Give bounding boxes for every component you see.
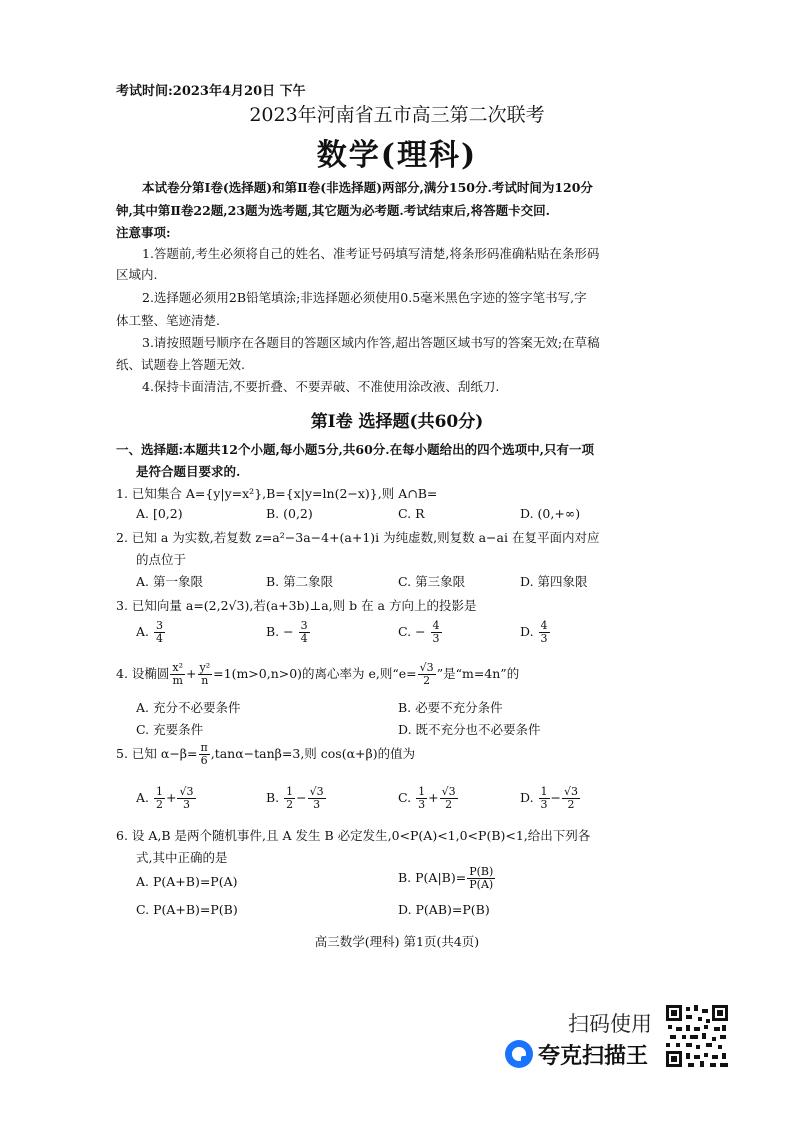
q1-option-c: C. R bbox=[398, 506, 425, 521]
q5-d-n1: 1 bbox=[540, 785, 548, 798]
q4-m: m bbox=[172, 674, 183, 687]
note-4: 4.保持卡面清洁,不要折叠、不要弄破、不准使用涂改液、刮纸刀. bbox=[142, 379, 500, 394]
q6-b-label: B. P(A|B)= bbox=[398, 870, 467, 885]
q4-n: n bbox=[201, 674, 209, 687]
q5-a-d2: 3 bbox=[182, 798, 190, 811]
q6-stem-2: 式,其中正确的是 bbox=[136, 850, 228, 865]
q4-option-b: B. 必要不充分条件 bbox=[398, 700, 503, 715]
q3-a-label: A. bbox=[136, 624, 150, 639]
scan-text: 扫码使用 bbox=[568, 1012, 652, 1036]
q5-option-c bbox=[398, 786, 459, 811]
note-1a: 1.答题前,考生必须将自己的姓名、准考证号码填写清楚,将条形码准确粘贴在条形码 bbox=[142, 246, 600, 261]
q1-option-b: B. (0,2) bbox=[266, 506, 313, 521]
q5-stem-b: ,tanα−tanβ=3,则 cos(α+β)的值为 bbox=[210, 746, 416, 761]
brand-logo-icon bbox=[505, 1040, 533, 1068]
note-1b: 区域内. bbox=[116, 267, 158, 282]
q5-a-label: A. bbox=[136, 790, 150, 805]
q4-y2: y² bbox=[199, 661, 211, 674]
q4-option-d: D. 既不充分也不必要条件 bbox=[398, 722, 541, 737]
q2-option-d: D. 第四象限 bbox=[520, 574, 588, 589]
q6-stem-1: 6. 设 A,B 是两个随机事件,且 A 发生 B 必定发生,0<P(A)<1,0<P(B)<1,给出下列各 bbox=[116, 828, 591, 843]
q5-option-a bbox=[136, 786, 197, 811]
note-2a: 2.选择题必须用2B铅笔填涂;非选择题必须使用0.5毫米黑色字迹的签字笔书写,字 bbox=[142, 290, 587, 305]
q3-b-num: 3 bbox=[300, 619, 308, 632]
q1-stem: 1. 已知集合 A={y|y=x²},B={x|y=ln(2−x)},则 A∩B= bbox=[116, 486, 438, 501]
q5-c-n1: 1 bbox=[418, 785, 426, 798]
q5-d-frac1 bbox=[539, 786, 550, 811]
section-instr-2: 是符合题目要求的. bbox=[136, 464, 241, 479]
q5-c-op: + bbox=[428, 790, 439, 805]
exam-title: 2023年河南省五市高三第二次联考 bbox=[249, 104, 545, 126]
q5-b-frac1 bbox=[284, 786, 295, 811]
q5-option-d bbox=[520, 786, 581, 811]
q1-option-a: A. [0,2) bbox=[136, 506, 183, 521]
q6-option-b bbox=[398, 866, 496, 891]
q4-stem-a: 4. 设椭圆 bbox=[116, 666, 170, 681]
q6-option-c: C. P(A+B)=P(B) bbox=[136, 902, 238, 917]
note-3b: 纸、试题卷上答题无效. bbox=[116, 357, 245, 372]
q3-c-fraction bbox=[431, 620, 442, 645]
q5-a-d1: 2 bbox=[156, 798, 163, 811]
q3-a-num: 3 bbox=[156, 619, 163, 632]
q4-frac-e bbox=[418, 662, 436, 687]
q5-b-n1: 1 bbox=[286, 785, 294, 798]
q4-stem-c: ”是“m=4n”的 bbox=[436, 666, 520, 681]
q6-b-num: P(B) bbox=[469, 865, 494, 878]
section-title: 第Ⅰ卷 选择题(共60分) bbox=[310, 412, 484, 432]
q5-stem-a: 5. 已知 α−β= bbox=[116, 746, 198, 761]
section-instr-1: 一、选择题:本题共12个小题,每小题5分,共60分.在每小题给出的四个选项中,只有一项 bbox=[116, 442, 595, 457]
subject-title: 数学(理科) bbox=[316, 138, 478, 173]
q4-stem: 4. 设椭圆 $\frac{\text{x²}}{m}$ + $\frac{\text{y²}}{n}$ =1(m>0,n>0)的离心率为 e,则“e= $\frac{√3}{2}$ ”是“m=4n”的 bbox=[116, 661, 520, 687]
q3-d-den: 3 bbox=[540, 632, 548, 645]
q3-stem: 3. 已知向量 a=(2,2√3),若(a+3b)⊥a,则 b 在 a 方向上的投影是 bbox=[116, 598, 477, 613]
page-footer: 高三数学(理科) 第1页(共4页) bbox=[314, 934, 480, 949]
brand-name: 夸克扫描王 bbox=[538, 1044, 649, 1069]
note-3a: 3.请按照题号顺序在各题目的答题区域内作答,超出答题区域书写的答案无效;在草稿 bbox=[142, 335, 600, 350]
q2-option-a: A. 第一象限 bbox=[136, 574, 203, 589]
q5-a-frac2 bbox=[177, 786, 195, 811]
q5-d-d1: 3 bbox=[540, 798, 548, 811]
q2-option-b: B. 第二象限 bbox=[266, 574, 334, 589]
q4-option-c: C. 充要条件 bbox=[136, 722, 204, 737]
q5-b-label: B. bbox=[266, 790, 280, 805]
q5-b-d2: 3 bbox=[313, 798, 321, 811]
q5-c-n2: √3 bbox=[441, 785, 456, 798]
q3-c-den: 3 bbox=[432, 632, 440, 645]
q3-option-b bbox=[266, 620, 311, 645]
q5-a-op: + bbox=[166, 790, 177, 805]
q3-b-label: B. − bbox=[266, 624, 294, 639]
q2-option-c: C. 第三象限 bbox=[398, 574, 466, 589]
q6-b-den: P(A) bbox=[469, 878, 494, 891]
q2-stem-1: 2. 已知 a 为实数,若复数 z=a²−3a−4+(a+1)i 为纯虚数,则复数 a−ai 在复平面内对应 bbox=[116, 530, 600, 545]
q3-c-label: C. − bbox=[398, 624, 426, 639]
q3-option-d bbox=[520, 620, 551, 645]
notes-heading: 注意事项: bbox=[116, 225, 171, 240]
q6-option-d: D. P(AB)=P(B) bbox=[398, 902, 490, 917]
q5-a-n1: 1 bbox=[156, 785, 163, 798]
q5-c-label: C. bbox=[398, 790, 412, 805]
exam-time: 考试时间:2023年4月20日 下午 bbox=[116, 84, 306, 99]
q6-option-a: A. P(A+B)=P(A) bbox=[136, 874, 238, 889]
q5-a-n2: √3 bbox=[179, 785, 194, 798]
q5-b-d1: 2 bbox=[286, 798, 294, 811]
q3-d-fraction bbox=[539, 620, 550, 645]
q5-stem bbox=[116, 742, 415, 767]
q5-c-d2: 2 bbox=[445, 798, 453, 811]
q5-frac-pi bbox=[199, 742, 210, 767]
q3-a-fraction bbox=[154, 620, 165, 645]
q3-option-a bbox=[136, 620, 166, 645]
q3-a-den: 4 bbox=[156, 632, 163, 645]
q5-b-op: − bbox=[296, 790, 307, 805]
q4-frac-y bbox=[198, 662, 213, 687]
q1-option-d: D. (0,+∞) bbox=[520, 506, 581, 521]
q5-d-op: − bbox=[550, 790, 562, 805]
q4-r3: √3 bbox=[419, 661, 434, 674]
intro-line-1: 本试卷分第Ⅰ卷(选择题)和第Ⅱ卷(非选择题)两部分,满分150分.考试时间为120分 bbox=[142, 180, 593, 195]
q5-b-n2: √3 bbox=[309, 785, 324, 798]
q3-option-c bbox=[398, 620, 443, 645]
q5-d-label: D. bbox=[520, 790, 534, 805]
q5-d-n2: √3 bbox=[564, 785, 579, 798]
q3-c-num: 4 bbox=[432, 619, 440, 632]
q3-b-den: 4 bbox=[300, 632, 308, 645]
q4-x2: x² bbox=[172, 661, 184, 674]
q5-six: 6 bbox=[200, 754, 208, 767]
intro-line-2: 钟,其中第Ⅱ卷22题,23题为选考题,其它题为必考题.考试结束后,将答题卡交回. bbox=[116, 203, 550, 218]
q3-b-fraction bbox=[299, 620, 310, 645]
q5-d-d2: 2 bbox=[567, 798, 575, 811]
qr-code-icon bbox=[666, 1005, 728, 1067]
q5-c-frac1 bbox=[416, 786, 427, 811]
q3-d-num: 4 bbox=[540, 619, 548, 632]
q4-option-a: A. 充分不必要条件 bbox=[136, 700, 241, 715]
q5-option-b bbox=[266, 786, 327, 811]
q2-stem-2: 的点位于 bbox=[136, 552, 187, 567]
q5-a-frac1 bbox=[154, 786, 165, 811]
q5-c-frac2 bbox=[440, 786, 458, 811]
q6-b-fraction bbox=[467, 866, 495, 891]
q4-two: 2 bbox=[423, 674, 431, 687]
note-2b: 体工整、笔迹清楚. bbox=[116, 313, 220, 328]
q5-d-frac2 bbox=[562, 786, 580, 811]
q4-stem-b: =1(m>0,n>0)的离心率为 e,则“e= bbox=[213, 666, 417, 681]
q5-b-frac2 bbox=[308, 786, 326, 811]
q5-pi: π bbox=[200, 741, 208, 754]
q4-frac-x bbox=[170, 662, 185, 687]
q5-c-d1: 3 bbox=[418, 798, 426, 811]
q3-d-label: D. bbox=[520, 624, 534, 639]
